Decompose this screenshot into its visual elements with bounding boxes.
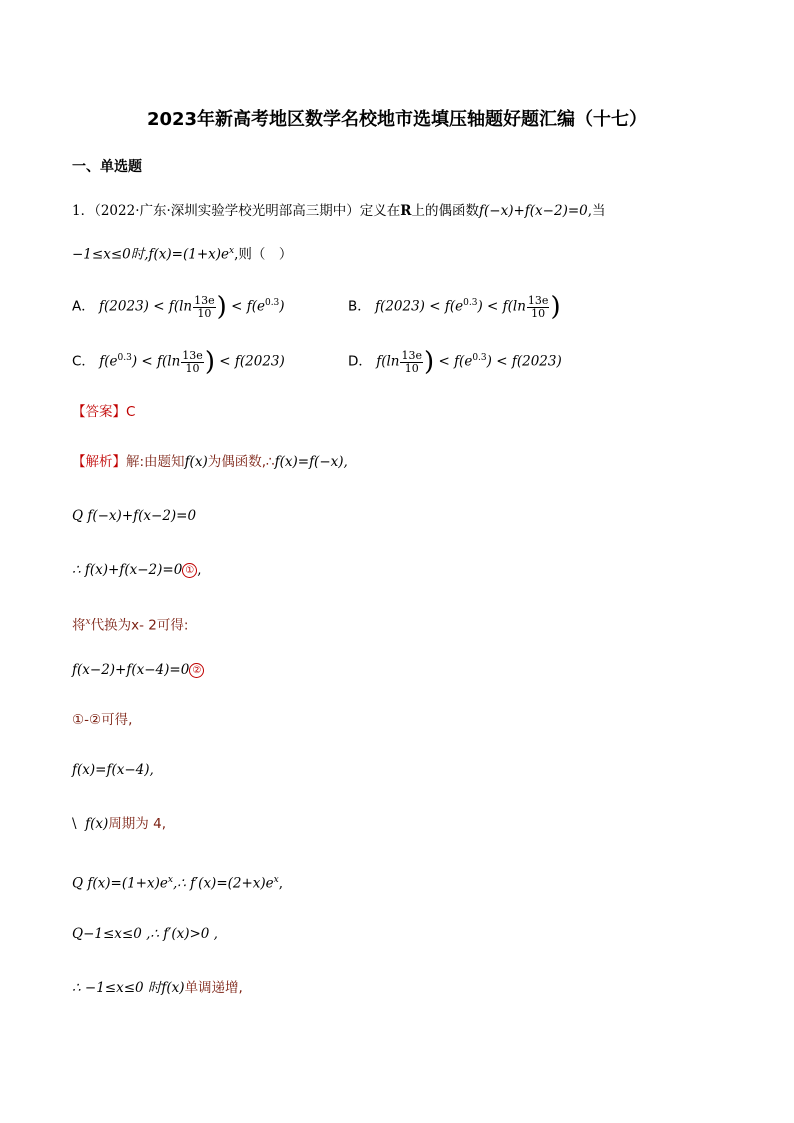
option-a-label: A． [72, 298, 95, 315]
option-c-label: C． [72, 353, 95, 370]
answer-value: C [126, 404, 136, 420]
analysis-line-11: ∴ −1≤x≤0 时f(x)单调递增, [72, 980, 243, 996]
f-2023: f(2023) [511, 353, 562, 370]
less-than: < [429, 298, 441, 315]
section-heading: 一、单选题 [72, 159, 142, 175]
less-than: < [231, 298, 243, 315]
answer-label: 【答案】 [72, 404, 126, 420]
option-c: C． $f(e^{0.3}) < f(\ln$ $\frac{13e}{10}$ ) < f(2023) [72, 347, 285, 377]
option-b-label: B． [348, 298, 371, 315]
analysis-line-5 [72, 660, 204, 680]
fx: f(x) [85, 816, 109, 832]
f-2023: f(2023) [375, 298, 425, 315]
analysis-line-4: 将$^x$代换为x- 2可得: [72, 617, 189, 634]
question-stem-b: 上的偶函数 [411, 203, 480, 219]
less-than: < [219, 353, 231, 370]
exponent-x: x [229, 246, 235, 256]
f-e: f(e [444, 298, 464, 315]
answer-line [72, 402, 135, 422]
less-than: < [141, 353, 153, 370]
analysis-line-1 [72, 452, 348, 472]
question-line-2 [72, 241, 292, 265]
f-e: f(e [99, 353, 118, 370]
f-e: f(e [246, 298, 265, 315]
less-than: < [153, 298, 165, 315]
fx: f(x) [184, 454, 208, 470]
f-2023: f(2023) [234, 353, 285, 370]
less-than: < [487, 298, 499, 315]
circled-one: ① [182, 563, 197, 578]
analysis-line-9: Q $f(x)=(1+x)e^x,\therefore$ $f'(x)=(2+x)e^x$, [72, 875, 284, 892]
less-than: < [438, 353, 450, 370]
period-text: 周期为 4, [108, 816, 166, 832]
page-title: 2023年新高考地区数学名校地市选填压轴题好题汇编（十七） [146, 109, 648, 130]
analysis-line-7: f(x)=f(x−4), [72, 762, 154, 778]
analysis-line-3: ∴ f(x)+f(x−2)=0 ① , [72, 562, 202, 578]
condition-formula: f(−x)+f(x−2)=0 [479, 203, 588, 219]
circled-two: ② [189, 663, 204, 678]
option-b: B． $f(2023) < f(e^{0.3}) < f(\ln$ $\frac{13e}{10}$ ) [348, 292, 561, 322]
analysis-text: 解:由题知 [126, 454, 185, 470]
question-source: （2022·广东·深圳实验学校光明部高三期中） [94, 203, 360, 219]
analysis-line-2: Q f(−x)+f(x−2)=0 [72, 508, 197, 524]
f-ln: f(ln [157, 353, 181, 370]
analysis-line-6: ①-②可得, [72, 712, 133, 728]
question-stem-a: 定义在 [359, 203, 401, 219]
analysis-text: 为偶函数,∴ [207, 454, 275, 470]
f-e: f(e [454, 353, 473, 370]
fraction: $\frac{13e}{10}$ [527, 293, 549, 320]
eq-1: ∴ f(x)+f(x−2)=0 [72, 562, 183, 578]
fraction: $\frac{13e}{10}$ [401, 348, 422, 375]
less-than: < [496, 353, 508, 370]
f-ln: f(ln [376, 353, 400, 370]
option-d: D． f(ln $\frac{13e}{10}$ ) < $f(e^{0.3}) < f(2023)$ [348, 347, 562, 377]
function-definition: f(x)=(1+x)e [148, 246, 230, 263]
real-set-symbol: R [400, 203, 412, 219]
analysis-label: 【解析】 [72, 454, 126, 470]
question-number: 1． [72, 203, 95, 219]
domain-range: −1≤x≤0时, [72, 246, 149, 263]
f-ln: f(ln [168, 298, 193, 315]
eq-2: f(x−2)+f(x−4)=0 [72, 662, 190, 678]
question-stem-c: ,当 [587, 203, 606, 219]
even-function-eq: f(x)=f(−x), [274, 454, 348, 470]
option-a: A． f(2023) < f(ln $\frac{13e}{10}$ ) < $f(e^{0.3})$ [72, 292, 285, 322]
f-ln: f(ln [502, 298, 526, 315]
analysis-line-8: \ f(x)周期为 4, [72, 816, 166, 832]
question-line-1 [72, 201, 606, 221]
analysis-line-10: Q−1≤x≤0 ,∴ f′(x)>0 , [72, 926, 218, 942]
option-d-label: D． [348, 353, 372, 370]
fraction: $\frac{13e}{10}$ [182, 348, 203, 375]
monotonic-text: 单调递增, [184, 980, 243, 996]
f-2023: f(2023) [99, 298, 149, 315]
question-tail: ,则（ ） [234, 246, 293, 263]
fraction: $\frac{13e}{10}$ [194, 293, 215, 320]
